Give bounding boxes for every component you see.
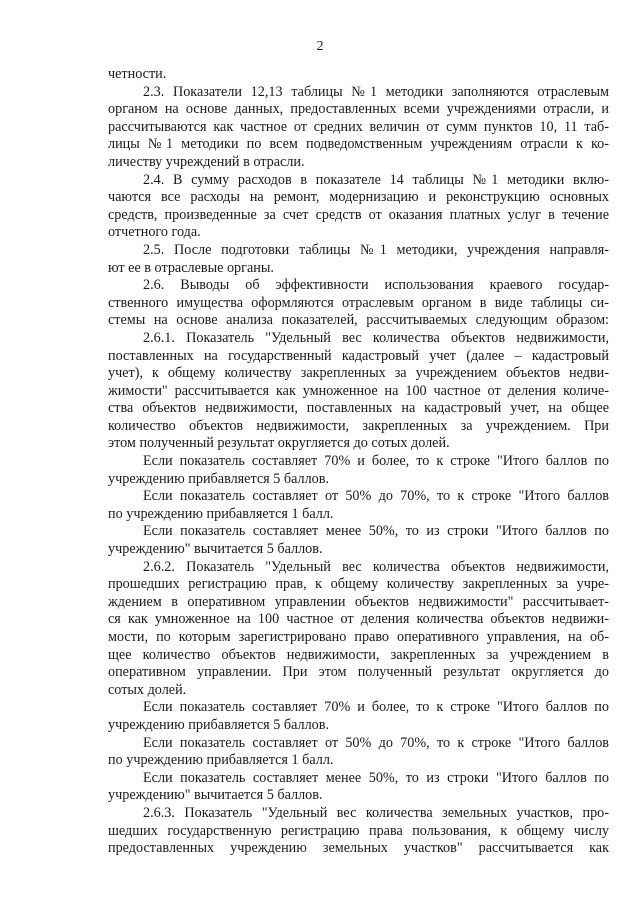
text-line: по учреждению прибавляется 1 балл. <box>108 505 334 522</box>
text-line: 2.6.1. Показатель "Удельный вес количества объектов недвижимости, <box>143 329 609 346</box>
page-number: 2 <box>316 39 324 54</box>
text-line: предоставленных учреждению земельных участков" рассчитывается как <box>108 840 609 857</box>
text-line: Если показатель составляет от 50% до 70%, то к строке "Итого баллов <box>143 488 609 505</box>
text-line: ственного имущества оформляются отраслевым органом в виде таблицы си- <box>108 294 609 311</box>
text-line: жимости" рассчитывается как умноженное на 100 частное от деления количе- <box>108 382 609 399</box>
text-line: 2.5. После подготовки таблицы №1 методики, учреждения направля- <box>143 241 609 258</box>
text-line: Если показатель составляет от 50% до 70%, то к строке "Итого баллов <box>143 734 609 751</box>
text-line: Если показатель составляет менее 50%, то из строки "Итого баллов по <box>143 523 609 540</box>
text-line: средств, произведенные за счет средств от оказания платных услуг в течение <box>108 206 609 223</box>
text-line: ства объектов недвижимости, поставленных на кадастровый учет, на общее <box>108 400 609 417</box>
text-line: поставленных на государственный кадастровый учет (далее – кадастровый <box>108 347 609 364</box>
text-line: отчетного года. <box>108 224 201 241</box>
document-body <box>108 66 609 858</box>
text-line: мости, по которым зарегистрировано право оперативного управления, на об- <box>108 629 609 645</box>
text-line: ся как умноженное на 100 частное от деления количества объектов недвижи- <box>108 611 609 628</box>
text-line: 2.4. В сумму расходов в показателе 14 таблицы №1 методики вклю- <box>143 171 609 188</box>
text-line: 2.3. Показатели 12,13 таблицы №1 методики заполняются отраслевым <box>143 83 609 100</box>
text-line: личеству учреждений в отрасли. <box>108 153 305 170</box>
text-line: 2.6. Выводы об эффективности использования краевого государ- <box>143 277 609 294</box>
text-line: учреждению прибавляется 5 баллов. <box>108 470 330 487</box>
text-line: Если показатель составляет 70% и более, то к строке "Итого баллов по <box>143 699 609 716</box>
text-line: оперативном управлении. При этом полученный результат округляется до <box>108 664 609 681</box>
text-line: чаются все расходы на ремонт, модернизацию и реконструкцию основных <box>108 189 609 206</box>
text-line: учет), к общему количеству закрепленных за учреждением объектов недви- <box>108 365 609 382</box>
text-line: этом полученный результат округляется до сотых долей. <box>108 435 450 452</box>
text-line: учреждению" вычитается 5 баллов. <box>108 541 323 558</box>
text-line: органом на основе данных, предоставленных всеми учреждениями отрасли, и <box>108 101 609 118</box>
text-line: шедших государственную регистрацию права пользования, к общему числу <box>108 822 609 839</box>
text-line: учреждению" вычитается 5 баллов. <box>108 787 323 804</box>
text-line: щее количество объектов недвижимости, закрепленных за учреждением в <box>108 646 609 663</box>
text-line: ждением в оперативном управлении объектов недвижимости" рассчитывает- <box>108 593 609 610</box>
text-line: прошедших регистрацию прав, к общему количеству закрепленных за учре- <box>108 576 609 593</box>
text-line: 2.6.2. Показатель "Удельный вес количества объектов недвижимости, <box>143 558 609 575</box>
text-line: Если показатель составляет 70% и более, то к строке "Итого баллов по <box>143 453 609 470</box>
text-line: сотых долей. <box>108 681 187 698</box>
text-line: учреждению прибавляется 5 баллов. <box>108 716 330 733</box>
text-line: 2.6.3. Показатель "Удельный вес количества земельных участков, про- <box>143 804 609 821</box>
text-line: четности. <box>108 66 167 82</box>
text-line: по учреждению прибавляется 1 балл. <box>108 752 334 769</box>
text-line: стемы на основе анализа показателей, рассчитываемых следующим образом: <box>108 312 609 329</box>
text-line: лицы №1 методики по всем подведомственным учреждениям отрасли к ко- <box>108 136 609 153</box>
text-line: Если показатель составляет менее 50%, то из строки "Итого баллов по <box>143 769 609 786</box>
text-line: количество объектов недвижимости, закрепленных за учреждением. При <box>108 417 609 434</box>
text-line: рассчитываются как частное от средних величин от сумм пунктов 10, 11 таб- <box>108 118 609 135</box>
text-line: ют ее в отраслевые органы. <box>108 259 274 276</box>
